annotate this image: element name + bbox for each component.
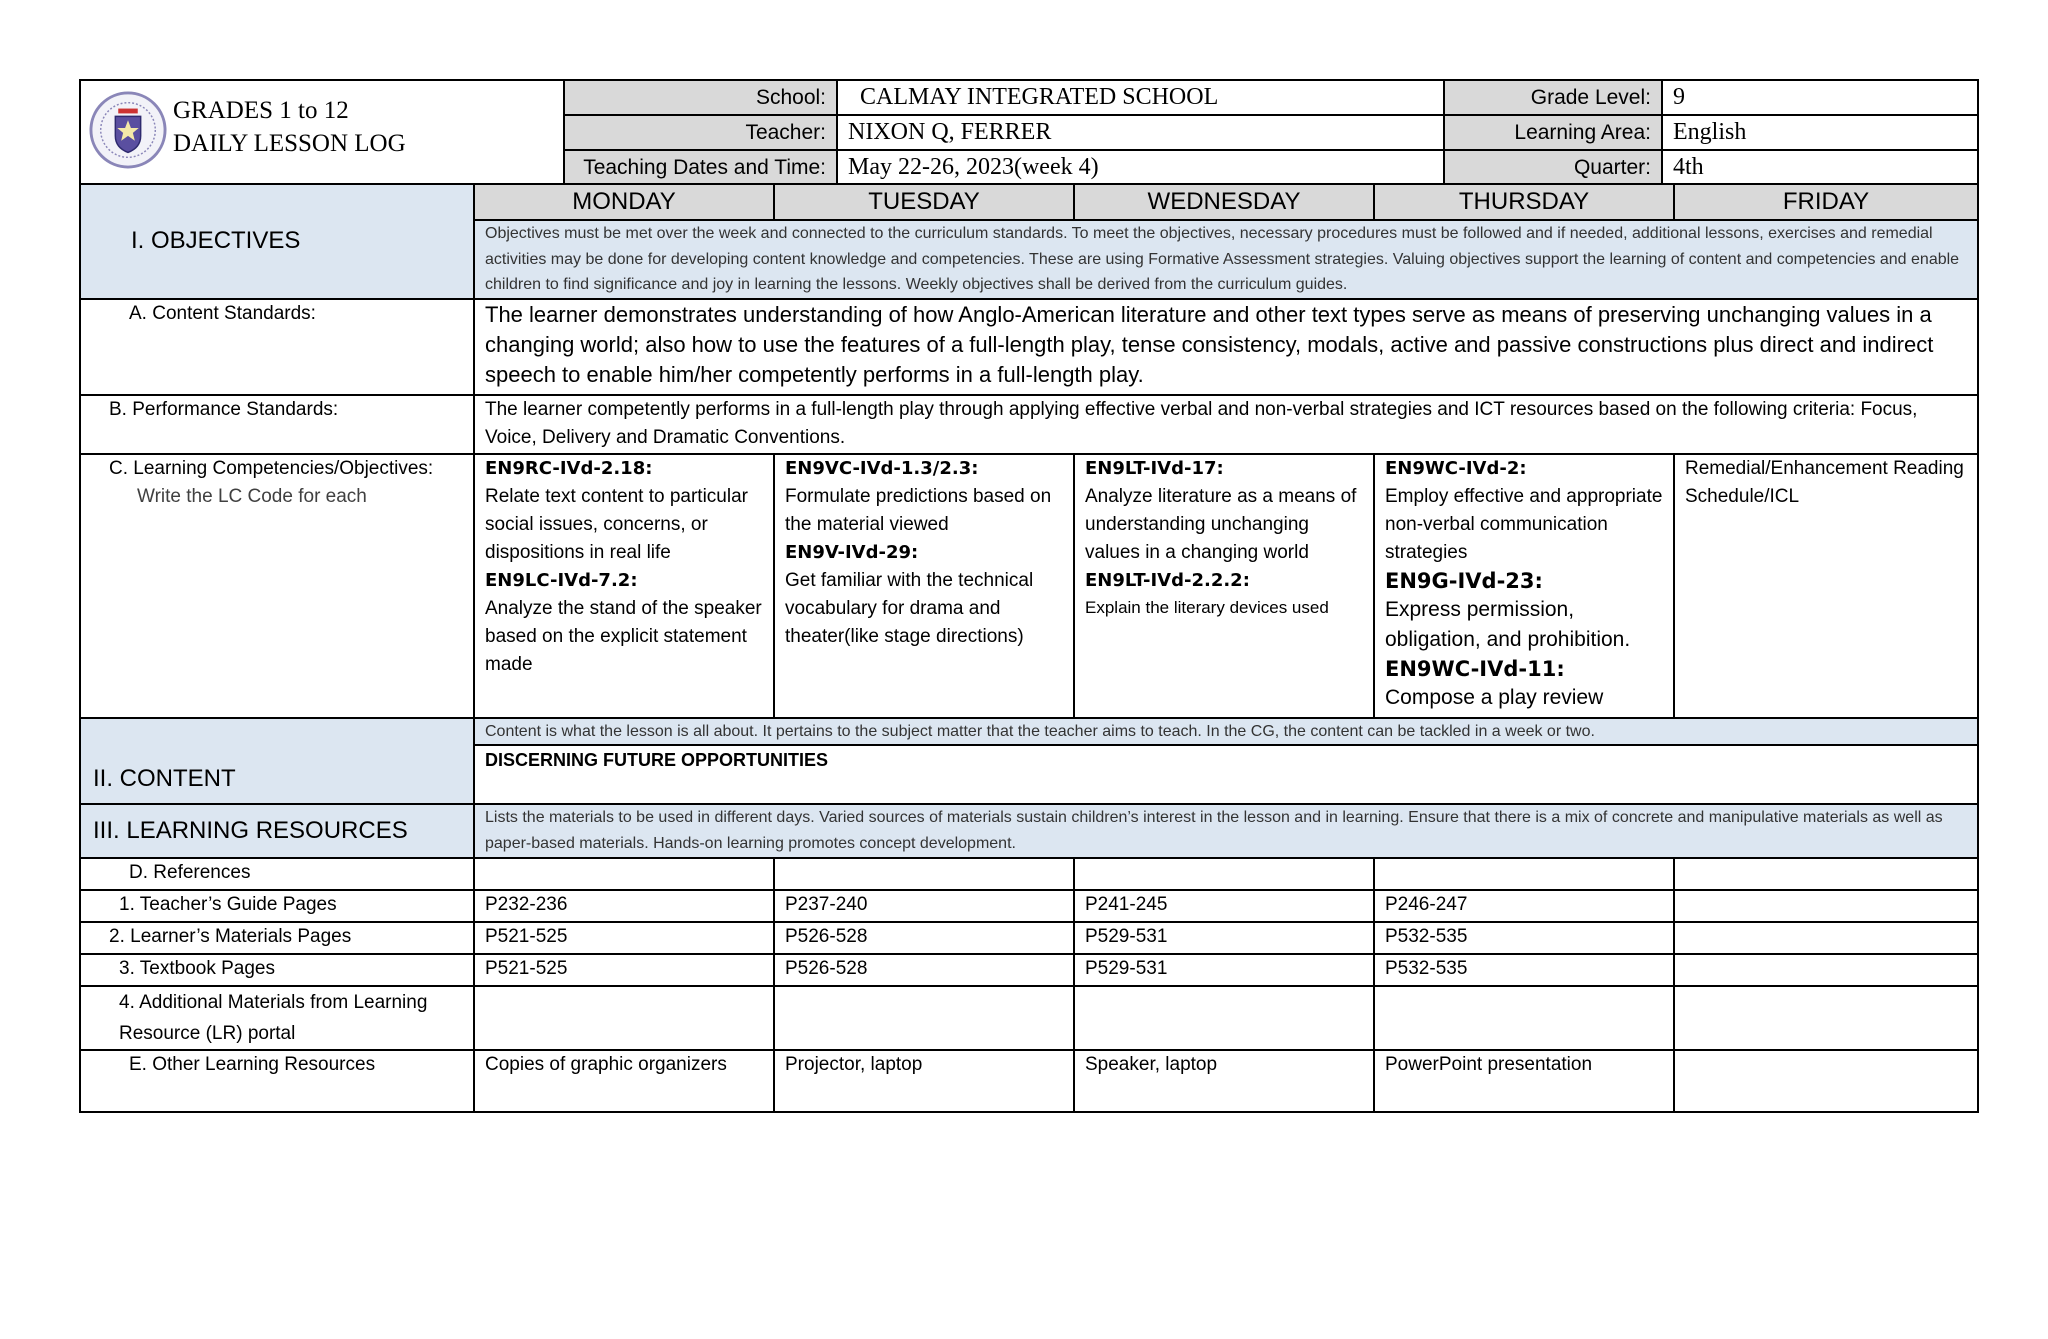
references-cell — [1374, 858, 1674, 890]
learners-materials-pages: P526-528 — [774, 922, 1074, 954]
content-heading: II. CONTENT — [80, 718, 474, 805]
learning-area-label: Learning Area: — [1444, 115, 1662, 150]
learners-materials-pages: P529-531 — [1074, 922, 1374, 954]
lc-text: Formulate predictions based on the material viewed — [785, 485, 1052, 535]
school-value: CALMAY INTEGRATED SCHOOL — [837, 80, 1444, 115]
objectives-heading: I. OBJECTIVES — [80, 184, 474, 299]
textbook-pages — [1674, 954, 1978, 986]
other-resources-cell: Projector, laptop — [774, 1050, 1074, 1112]
references-label: D. References — [80, 858, 474, 890]
references-cell — [474, 858, 774, 890]
other-resources-cell: PowerPoint presentation — [1374, 1050, 1674, 1112]
lc-code: EN9WC-IVd-2: — [1385, 457, 1527, 479]
other-resources-cell — [1674, 1050, 1978, 1112]
references-cell — [1074, 858, 1374, 890]
additional-materials-cell — [1674, 986, 1978, 1050]
teachers-guide-pages: P241-245 — [1074, 890, 1374, 922]
performance-standards-label: B. Performance Standards: — [80, 395, 474, 454]
lc-code: EN9LT-IVd-2.2.2: — [1085, 569, 1250, 591]
lc-code: EN9G-IVd-23: — [1385, 568, 1543, 593]
competencies-friday: Remedial/Enhancement Reading Schedule/ICL — [1674, 454, 1978, 718]
lc-text: Employ effective and appropriate non-verbal communication strategies — [1385, 485, 1663, 563]
teaching-dates-value: May 22-26, 2023(week 4) — [837, 150, 1444, 185]
objectives-note: Objectives must be met over the week and connected to the curriculum standards. To meet the objectives, necessary procedures must be followed and if needed, additional lessons, exercises and remedial activities may be done for developing content knowledge and competencies. These are using Formative Assessment strategies. Valuing objectives support the learning of content and competencies and enable children to find significance and joy in learning the lessons. Weekly objectives shall be derived from the curriculum guides. — [474, 220, 1978, 299]
grade-level-label: Grade Level: — [1444, 80, 1662, 115]
other-resources-label: E. Other Learning Resources — [80, 1050, 474, 1112]
additional-materials-label: 4. Additional Materials from Learning Resource (LR) portal — [80, 986, 474, 1050]
teachers-guide-pages: P232-236 — [474, 890, 774, 922]
lc-text: Compose a play review — [1385, 685, 1604, 709]
grade-level-value: 9 — [1662, 80, 1978, 115]
competencies-monday — [474, 454, 774, 718]
lesson-log-table — [79, 183, 1979, 1113]
learning-area-value: English — [1662, 115, 1978, 150]
learning-resources-heading: III. LEARNING RESOURCES — [80, 804, 474, 858]
textbook-pages: P521-525 — [474, 954, 774, 986]
day-header-monday: MONDAY — [474, 184, 774, 220]
textbook-pages: P526-528 — [774, 954, 1074, 986]
teacher-value: NIXON Q, FERRER — [837, 115, 1444, 150]
lc-text: Analyze the stand of the speaker based on the explicit statement made — [485, 597, 762, 675]
performance-standards-text: The learner competently performs in a full-length play through applying effective verbal and non-verbal strategies and ICT resources based on the following criteria: Focus, Voice, Delivery and Dramatic Conventions. — [474, 395, 1978, 454]
teaching-dates-label: Teaching Dates and Time: — [564, 150, 837, 185]
learning-competencies-label: C. Learning Competencies/Objectives: — [109, 457, 434, 479]
content-standards-text: The learner demonstrates understanding of how Anglo-American literature and other text types serve as means of preserving unchanging values in a changing world; also how to use the features of a full-length play, tense consistency, modals, active and passive constructions plus direct and indirect speech to enable him/her competently performs in a full-length play. — [474, 299, 1978, 395]
quarter-value: 4th — [1662, 150, 1978, 185]
textbook-pages: P532-535 — [1374, 954, 1674, 986]
header-title-cell — [80, 80, 564, 185]
other-resources-cell: Copies of graphic organizers — [474, 1050, 774, 1112]
lc-code: EN9WC-IVd-11: — [1385, 656, 1565, 681]
references-cell — [1674, 858, 1978, 890]
competencies-wednesday — [1074, 454, 1374, 718]
day-header-friday: FRIDAY — [1674, 184, 1978, 220]
content-note: Content is what the lesson is all about. It pertains to the subject matter that the teacher aims to teach. In the CG, the content can be tackled in a week or two. — [474, 718, 1978, 746]
learners-materials-pages: P532-535 — [1374, 922, 1674, 954]
header-table — [79, 79, 1979, 186]
learners-materials-pages — [1674, 922, 1978, 954]
day-header-thursday: THURSDAY — [1374, 184, 1674, 220]
lc-code: EN9VC-IVd-1.3/2.3: — [785, 457, 979, 479]
lc-text: Express permission, obligation, and prohibition. — [1385, 597, 1631, 651]
learners-materials-label: 2. Learner’s Materials Pages — [80, 922, 474, 954]
lc-text: Get familiar with the technical vocabulary for drama and theater(like stage directions) — [785, 569, 1034, 647]
lc-code: EN9LC-IVd-7.2: — [485, 569, 638, 591]
additional-materials-cell — [774, 986, 1074, 1050]
lc-text: Analyze literature as a means of understanding unchanging values in a changing world — [1085, 485, 1357, 563]
teachers-guide-label: 1. Teacher’s Guide Pages — [80, 890, 474, 922]
additional-materials-cell — [474, 986, 774, 1050]
learning-resources-note: Lists the materials to be used in different days. Varied sources of materials sustain children’s interest in the lesson and in learning. Ensure that there is a mix of concrete and manipulative materials as well as paper-based materials. Hands-on learning promotes concept development. — [474, 804, 1978, 858]
teacher-label: Teacher: — [564, 115, 837, 150]
textbook-pages-label: 3. Textbook Pages — [80, 954, 474, 986]
content-topic: DISCERNING FUTURE OPPORTUNITIES — [474, 745, 1978, 804]
lc-code: EN9V-IVd-29: — [785, 541, 919, 563]
deped-seal-logo — [89, 91, 167, 169]
learners-materials-pages: P521-525 — [474, 922, 774, 954]
learning-competencies-sublabel: Write the LC Code for each — [137, 485, 367, 507]
content-standards-label: A. Content Standards: — [80, 299, 474, 395]
quarter-label: Quarter: — [1444, 150, 1662, 185]
teachers-guide-pages: P246-247 — [1374, 890, 1674, 922]
learning-competencies-label-cell — [80, 454, 474, 718]
textbook-pages: P529-531 — [1074, 954, 1374, 986]
additional-materials-cell — [1374, 986, 1674, 1050]
lc-text: Explain the literary devices used — [1085, 597, 1329, 617]
school-label: School: — [564, 80, 837, 115]
day-header-tuesday: TUESDAY — [774, 184, 1074, 220]
log-title-line1: GRADES 1 to 12 — [173, 97, 349, 124]
additional-materials-cell — [1074, 986, 1374, 1050]
competencies-thursday — [1374, 454, 1674, 718]
other-resources-cell: Speaker, laptop — [1074, 1050, 1374, 1112]
competencies-tuesday — [774, 454, 1074, 718]
lc-code: EN9RC-IVd-2.18: — [485, 457, 653, 479]
teachers-guide-pages: P237-240 — [774, 890, 1074, 922]
references-cell — [774, 858, 1074, 890]
lc-text: Relate text content to particular social issues, concerns, or dispositions in real life — [485, 485, 748, 563]
lc-code: EN9LT-IVd-17: — [1085, 457, 1224, 479]
day-header-wednesday: WEDNESDAY — [1074, 184, 1374, 220]
teachers-guide-pages — [1674, 890, 1978, 922]
log-title-line2: DAILY LESSON LOG — [173, 130, 406, 157]
